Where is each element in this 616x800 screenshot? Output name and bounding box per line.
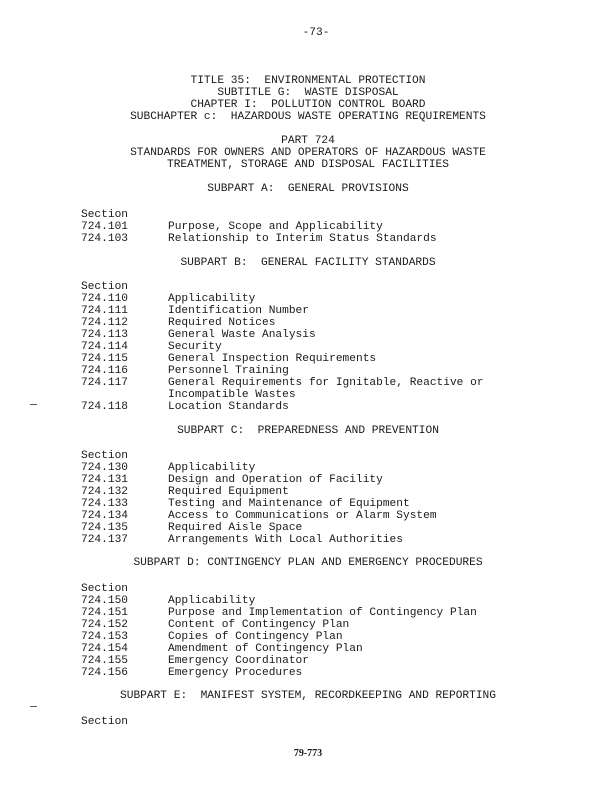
subpart-d-heading: SUBPART D: CONTINGENCY PLAN AND EMERGENCY PROCEDURES xyxy=(133,557,483,569)
subpart-c-heading: SUBPART C: PREPAREDNESS AND PREVENTION xyxy=(177,425,439,437)
section-number: 724.115 xyxy=(81,353,128,365)
section-title: Required Equipment xyxy=(168,486,289,498)
section-title: Emergency Coordinator xyxy=(168,655,309,667)
section-number: 724.103 xyxy=(81,233,128,245)
section-label: Section xyxy=(81,716,128,728)
section-title: Relationship to Interim Status Standards xyxy=(168,233,437,245)
section-title: Required Notices xyxy=(168,317,276,329)
subtitle-line: SUBTITLE G: WASTE DISPOSAL xyxy=(217,87,399,99)
section-number: 724.151 xyxy=(81,607,128,619)
section-number: 724.156 xyxy=(81,667,128,679)
section-number: 724.137 xyxy=(81,534,128,546)
section-number: 724.150 xyxy=(81,595,128,607)
section-title: Arrangements With Local Authorities xyxy=(168,534,403,546)
section-number: 724.111 xyxy=(81,305,128,317)
part-subtitle-line-2: TREATMENT, STORAGE AND DISPOSAL FACILITIES xyxy=(167,159,449,171)
section-title: Copies of Contingency Plan xyxy=(168,631,343,643)
section-number: 724.154 xyxy=(81,643,128,655)
section-title: Required Aisle Space xyxy=(168,522,303,534)
section-title: Amendment of Contingency Plan xyxy=(168,643,363,655)
subpart-b-heading: SUBPART B: GENERAL FACILITY STANDARDS xyxy=(180,257,436,269)
page-footer-number: 79-773 xyxy=(293,748,323,759)
section-number: 724.110 xyxy=(81,293,128,305)
section-label: Section xyxy=(81,583,128,595)
section-number: 724.112 xyxy=(81,317,128,329)
section-title: General Waste Analysis xyxy=(168,329,316,341)
section-number: 724.118 xyxy=(81,401,128,413)
section-number: 724.155 xyxy=(81,655,128,667)
title-line: TITLE 35: ENVIRONMENTAL PROTECTION xyxy=(190,75,426,87)
section-label: Section xyxy=(81,209,128,221)
section-number: 724.153 xyxy=(81,631,128,643)
section-title: Location Standards xyxy=(168,401,289,413)
section-number: 724.130 xyxy=(81,462,128,474)
section-number: 724.101 xyxy=(81,221,128,233)
section-number: 724.135 xyxy=(81,522,128,534)
section-title: Applicability xyxy=(168,293,256,305)
section-title: Access to Communications or Alarm System xyxy=(168,510,437,522)
section-title: Personnel Training xyxy=(168,365,289,377)
section-label: Section xyxy=(81,281,128,293)
page-number-top: -73- xyxy=(302,27,330,39)
section-title-continuation: Incompatible Wastes xyxy=(168,389,296,401)
section-number: 724.131 xyxy=(81,474,128,486)
subpart-e-heading: SUBPART E: MANIFEST SYSTEM, RECORDKEEPING AND REPORTING xyxy=(120,690,496,702)
part-title: PART 724 xyxy=(281,135,335,147)
section-label: Section xyxy=(81,450,128,462)
section-number: 724.133 xyxy=(81,498,128,510)
section-title: Purpose, Scope and Applicability xyxy=(168,221,383,233)
subpart-a-heading: SUBPART A: GENERAL PROVISIONS xyxy=(207,183,409,195)
section-title: Security xyxy=(168,341,222,353)
section-title: Content of Contingency Plan xyxy=(168,619,350,631)
section-number: 724.116 xyxy=(81,365,128,377)
chapter-line: CHAPTER I: POLLUTION CONTROL BOARD xyxy=(190,99,426,111)
section-title: Emergency Procedures xyxy=(168,667,303,679)
section-title: Purpose and Implementation of Contingency Plan xyxy=(168,607,477,619)
section-title: Applicability xyxy=(168,595,256,607)
section-title: General Requirements for Ignitable, Reactive or xyxy=(168,377,484,389)
section-number: 724.113 xyxy=(81,329,128,341)
scan-margin-mark xyxy=(30,404,37,405)
section-title: Applicability xyxy=(168,462,256,474)
section-number: 724.117 xyxy=(81,377,128,389)
section-title: General Inspection Requirements xyxy=(168,353,377,365)
section-number: 724.114 xyxy=(81,341,128,353)
section-number: 724.132 xyxy=(81,486,128,498)
section-number: 724.152 xyxy=(81,619,128,631)
section-title: Testing and Maintenance of Equipment xyxy=(168,498,410,510)
section-title: Identification Number xyxy=(168,305,309,317)
section-number: 724.134 xyxy=(81,510,128,522)
part-subtitle-line-1: STANDARDS FOR OWNERS AND OPERATORS OF HAZARDOUS WASTE xyxy=(130,147,486,159)
scan-margin-mark xyxy=(30,706,37,707)
section-title: Design and Operation of Facility xyxy=(168,474,383,486)
subchapter-line: SUBCHAPTER c: HAZARDOUS WASTE OPERATING REQUIREMENTS xyxy=(130,111,486,123)
